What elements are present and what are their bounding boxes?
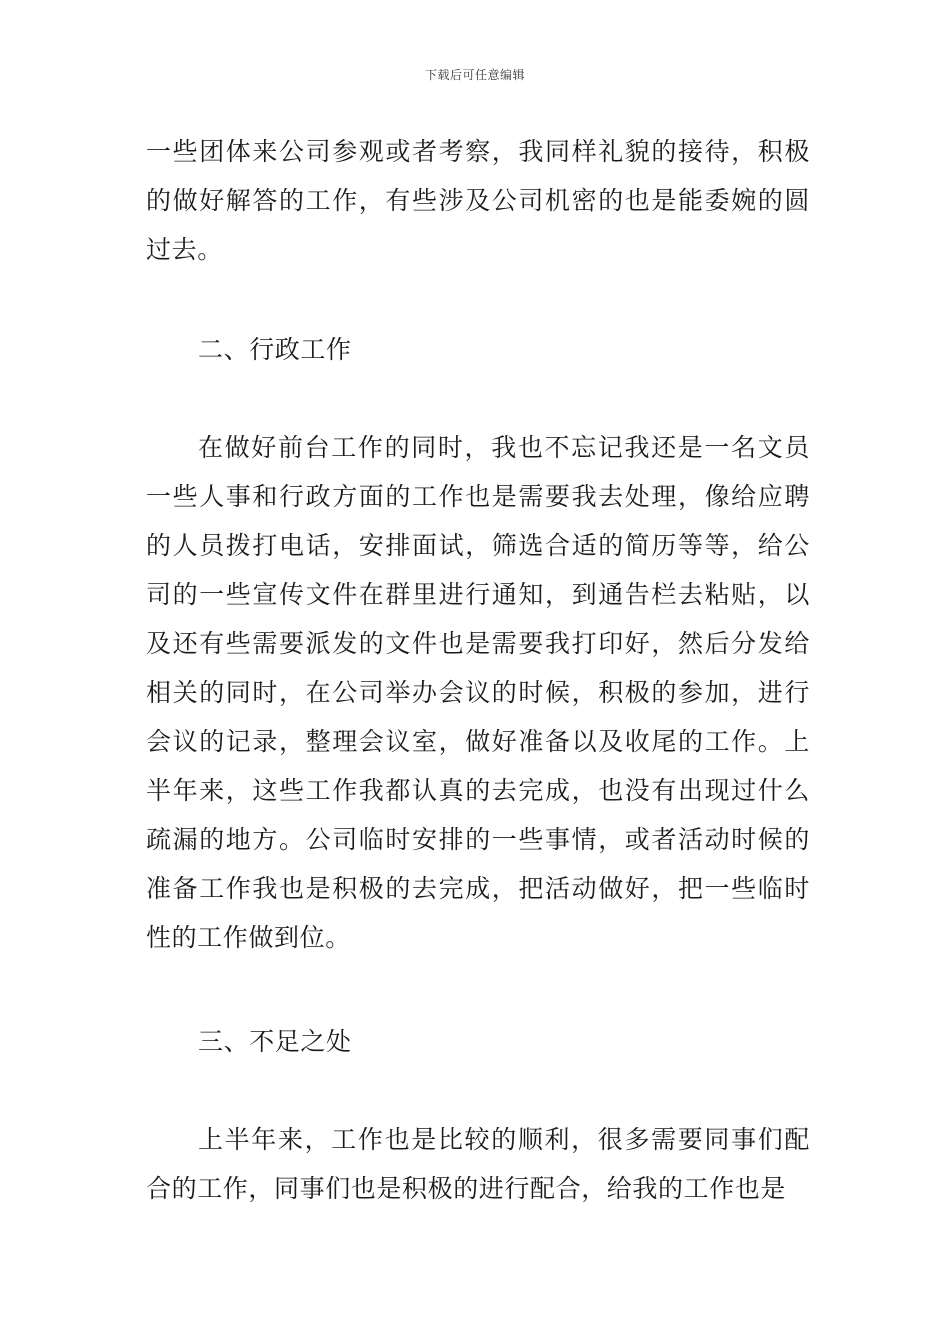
section-heading-block-3: [146, 1017, 810, 1066]
paragraph-2: 在做好前台工作的同时，我也不忘记我还是一名文员一些人事和行政方面的工作也是需要我去处理，像给应聘的人员拨打电话，安排面试，筛选合适的简历等等，给公司的一些宣传文件在群里进行通知，到通告栏去粘贴，以及还有些需要派发的文件也是需要我打印好，然后分发给相关的同时，在公司举办会议的时候，积极的参加，进行会议的记录，整理会议室，做好准备以及收尾的工作。上半年来，这些工作我都认真的去完成，也没有出现过什么疏漏的地方。公司临时安排的一些事情，或者活动时候的准备工作我也是积极的去完成，把活动做好，把一些临时性的工作做到位。: [146, 433, 810, 952]
paragraph-block-3: [146, 1115, 810, 1213]
paragraph-1: 一些团体来公司参观或者考察，我同样礼貌的接待，积极的做好解答的工作，有些涉及公司机密的也是能委婉的圆过去。: [146, 137, 810, 264]
section-heading-shortcomings: 三、不足之处: [198, 1027, 352, 1056]
paragraph-3: 上半年来，工作也是比较的顺利，很多需要同事们配合的工作，同事们也是积极的进行配合，给我的工作也是: [146, 1125, 810, 1203]
section-heading-block-2: [146, 325, 810, 374]
header-note: 下载后可任意编辑: [424, 68, 525, 82]
paragraph-block-1: [146, 127, 810, 274]
paragraph-block-2: [146, 423, 810, 962]
section-heading-administrative-work: 二、行政工作: [198, 335, 352, 364]
